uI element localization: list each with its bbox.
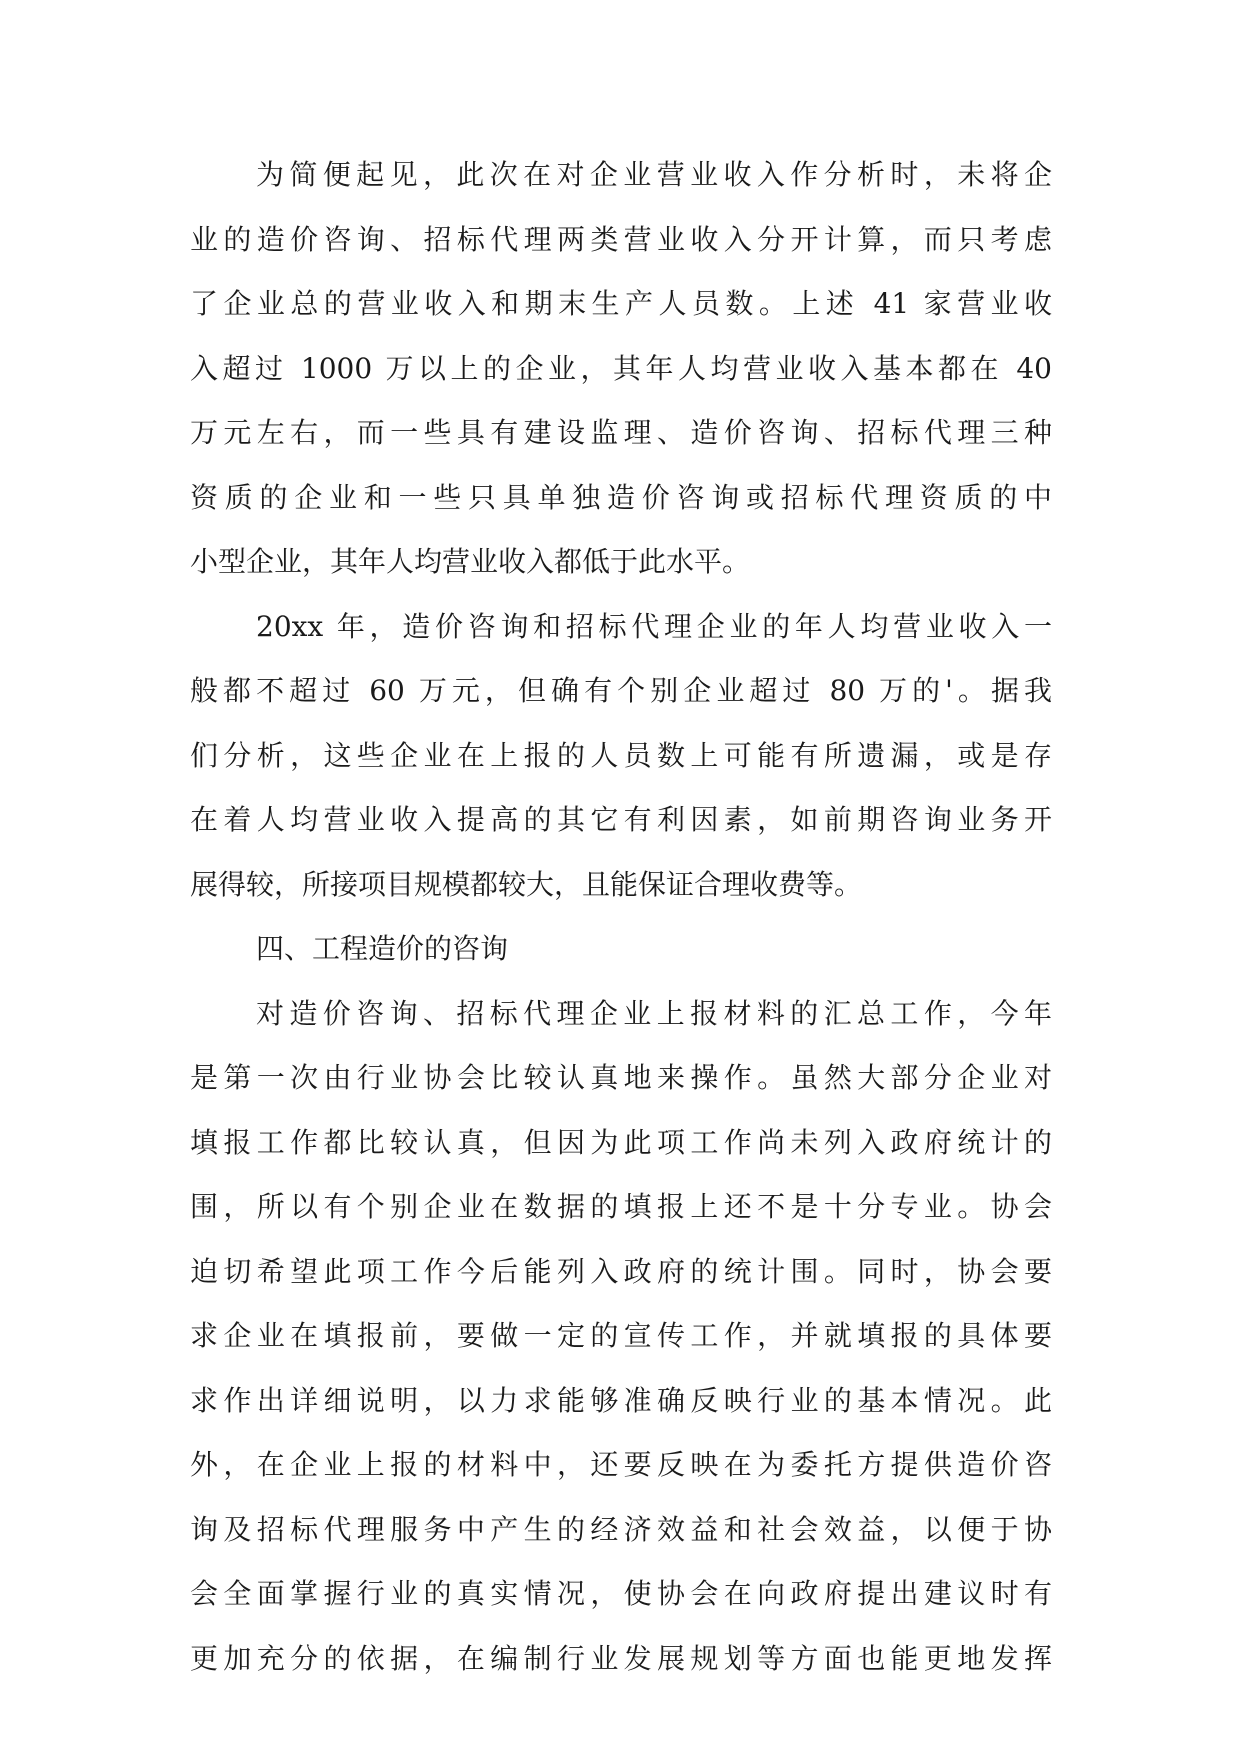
text-line: 般都不超过 60 万元，但确有个别企业超过 80 万的'。据我 bbox=[190, 674, 1052, 707]
text-line: 入超过 1000 万以上的企业，其年人均营业收入基本都在 40 bbox=[190, 351, 1052, 385]
text-line: 了企业总的营业收入和期末生产人员数。上述 41 家营业收 bbox=[190, 287, 1052, 320]
text-line: 小型企业，其年人均营业收入都低于此水平。 bbox=[190, 545, 751, 578]
document-body bbox=[190, 156, 1052, 1704]
text-line: 更加充分的依据，在编制行业发展规划等方面也能更地发挥 bbox=[190, 1641, 1052, 1675]
text-line: 询及招标代理服务中产生的经济效益和社会效益，以便于协 bbox=[190, 1512, 1052, 1546]
text-line: 展得较，所接项目规模都较大，且能保证合理收费等。 bbox=[190, 867, 863, 901]
text-line: 在着人均营业收入提高的其它有利因素，如前期咨询业务开 bbox=[190, 803, 1052, 836]
text-line: 围，所以有个别企业在数据的填报上还不是十分专业。协会 bbox=[190, 1190, 1052, 1223]
text-line: 是第一次由行业协会比较认真地来操作。虽然大部分企业对 bbox=[190, 1061, 1052, 1094]
text-line: 迫切希望此项工作今后能列入政府的统计围。同时，协会要 bbox=[190, 1254, 1052, 1288]
text-line: 20xx 年，造价咨询和招标代理企业的年人均营业收入一 bbox=[256, 609, 1052, 643]
text-line: 为简便起见，此次在对企业营业收入作分析时，未将企 bbox=[256, 158, 1052, 191]
text-line: 资质的企业和一些只具单独造价咨询或招标代理资质的中 bbox=[190, 480, 1052, 514]
text-line: 会全面掌握行业的真实情况，使协会在向政府提出建议时有 bbox=[190, 1577, 1052, 1610]
text-line: 填报工作都比较认真，但因为此项工作尚未列入政府统计的 bbox=[190, 1125, 1052, 1159]
text-line: 业的造价咨询、招标代理两类营业收入分开计算，而只考虑 bbox=[190, 222, 1052, 256]
text-line: 四、工程造价的咨询 bbox=[256, 932, 509, 965]
text-line: 万元左右，而一些具有建设监理、造价咨询、招标代理三种 bbox=[190, 416, 1052, 449]
text-line: 外，在企业上报的材料中，还要反映在为委托方提供造价咨 bbox=[190, 1448, 1052, 1481]
text-line: 对造价咨询、招标代理企业上报材料的汇总工作，今年 bbox=[256, 996, 1052, 1030]
text-line: 们分析，这些企业在上报的人员数上可能有所遗漏，或是存 bbox=[190, 738, 1052, 772]
text-line: 求作出详细说明，以力求能够准确反映行业的基本情况。此 bbox=[190, 1383, 1052, 1417]
text-line: 求企业在填报前，要做一定的宣传工作，并就填报的具体要 bbox=[190, 1319, 1052, 1352]
